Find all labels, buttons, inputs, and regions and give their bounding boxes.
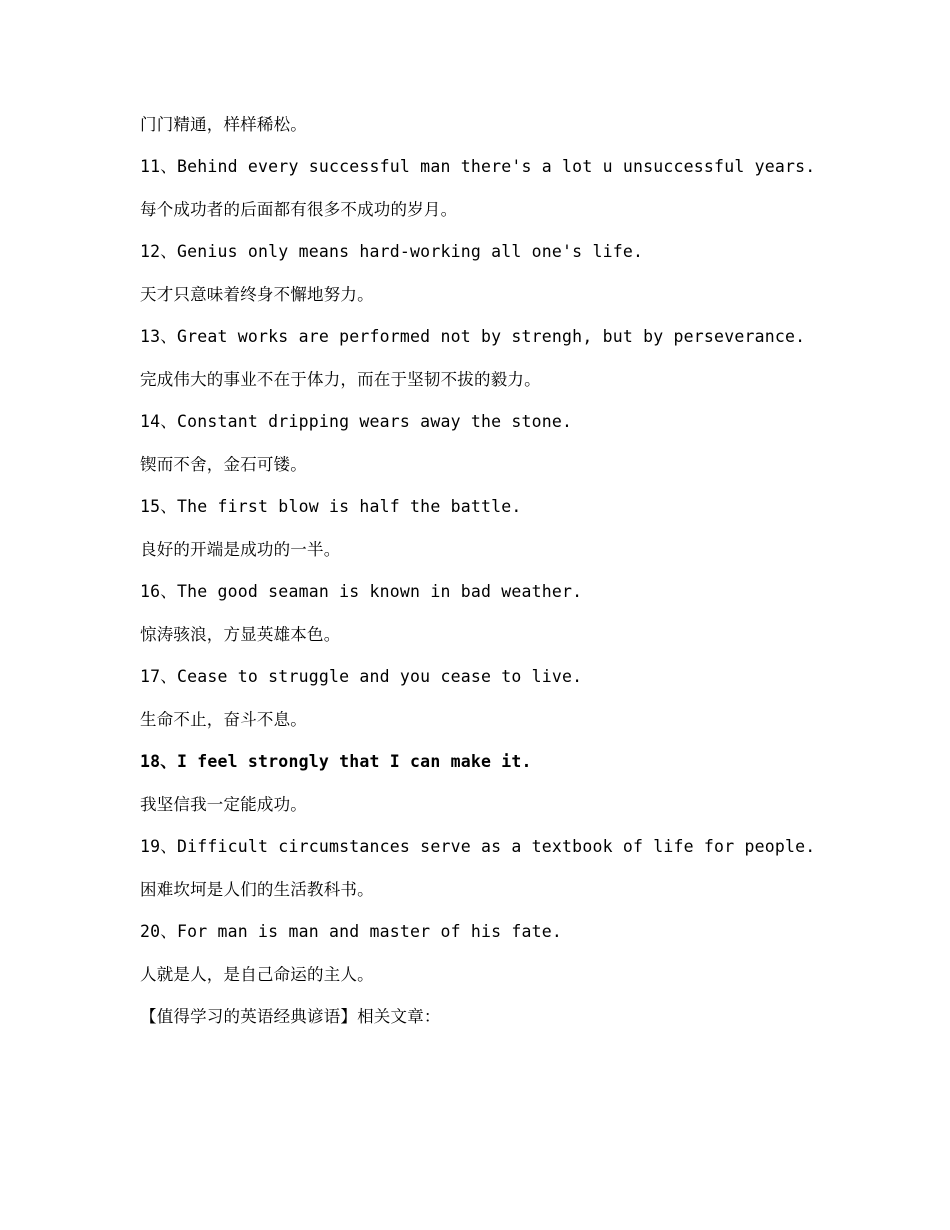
proverb-english-14: 14、Constant dripping wears away the stone. (140, 412, 573, 431)
proverb-chinese-18: 我坚信我一定能成功。 (140, 795, 307, 814)
proverb-english-11: 11、Behind every successful man there's a lot u unsuccessful years. (140, 157, 816, 176)
proverb-english-20: 20、For man is man and master of his fate. (140, 922, 563, 941)
proverb-chinese-16: 惊涛骇浪，方显英雄本色。 (140, 625, 341, 644)
proverb-english-17: 17、Cease to struggle and you cease to live. (140, 667, 583, 686)
proverb-chinese-20: 人就是人，是自己命运的主人。 (140, 965, 374, 984)
proverb-chinese-14: 锲而不舍，金石可镂。 (140, 455, 307, 474)
proverb-english-18: 18、I feel strongly that I can make it. (140, 752, 532, 771)
proverb-chinese-15: 良好的开端是成功的一半。 (140, 540, 341, 559)
proverb-chinese-13: 完成伟大的事业不在于体力，而在于坚韧不拔的毅力。 (140, 370, 541, 389)
proverb-chinese-19: 困难坎坷是人们的生活教科书。 (140, 880, 374, 899)
proverb-english-15: 15、The first blow is half the battle. (140, 497, 522, 516)
proverb-chinese-17: 生命不止，奋斗不息。 (140, 710, 307, 729)
proverb-english-19: 19、Difficult circumstances serve as a textbook of life for people. (140, 837, 816, 856)
text-line: 门门精通，样样稀松。 (140, 115, 307, 134)
proverb-chinese-11: 每个成功者的后面都有很多不成功的岁月。 (140, 200, 458, 219)
proverb-english-16: 16、The good seaman is known in bad weather. (140, 582, 583, 601)
proverb-english-13: 13、Great works are performed not by strengh, but by perseverance. (140, 327, 806, 346)
proverb-english-12: 12、Genius only means hard-working all one's life. (140, 242, 644, 261)
related-articles-heading: 【值得学习的英语经典谚语】相关文章： (140, 1007, 441, 1026)
proverb-chinese-12: 天才只意味着终身不懈地努力。 (140, 285, 374, 304)
